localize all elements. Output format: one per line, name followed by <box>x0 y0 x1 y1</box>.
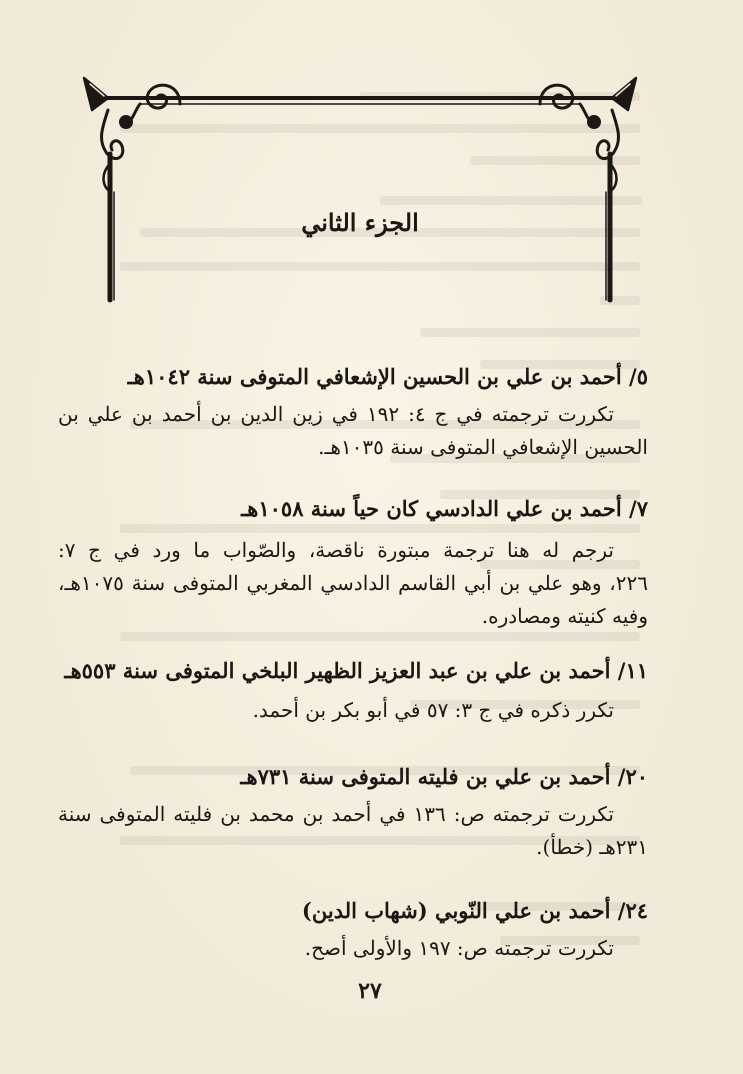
entry-line: تكررت ترجمته في ج ٤: ١٩٢ في زين الدين بن أحمد بن علي بن <box>58 402 614 426</box>
entry-heading: ٢٤/ أحمد بن علي النّوبي (شهاب الدين) <box>301 898 648 923</box>
entry-line: وفيه كنيته ومصادره. <box>481 604 648 628</box>
entry-20 <box>58 762 648 864</box>
section-title: الجزء الثاني <box>301 208 419 237</box>
entry-line: تكرر ذكره في ج ٣: ٥٧ في أبو بكر بن أحمد. <box>252 698 614 722</box>
entry-24 <box>58 896 648 965</box>
header-ornament <box>80 74 640 306</box>
entry-7 <box>58 494 648 633</box>
entry-heading: ٢٠/ أحمد بن علي بن فليته المتوفى سنة ٧٣١هـ <box>240 764 648 789</box>
entry-body <box>58 798 648 864</box>
entry-line: ترجم له هنا ترجمة مبتورة ناقصة، والصّواب ما ورد في ج ٧: <box>58 538 614 562</box>
entry-line: الحسين الإشعافي المتوفى سنة ١٠٣٥هـ. <box>318 435 648 459</box>
entry-body <box>58 932 648 965</box>
entry-body <box>58 534 648 633</box>
entry-heading: ٧/ أحمد بن علي الدادسي كان حياً سنة ١٠٥٨هـ <box>241 496 648 521</box>
entry-line: ٢٢٦، وهو علي بن أبي القاسم الدادسي المغربي المتوفى سنة ١٠٧٥هـ، <box>58 571 648 595</box>
entry-11 <box>58 656 648 727</box>
entry-heading: ٥/ أحمد بن علي بن الحسين الإشعافي المتوفى سنة ١٠٤٢هـ <box>127 364 648 389</box>
entry-body <box>58 694 648 727</box>
entry-line: تكررت ترجمته ص: ١٣٦ في أحمد بن محمد بن فليته المتوفى سنة <box>58 802 614 826</box>
page-number: ٢٧ <box>358 978 382 1004</box>
entry-line: ٢٣١هـ (خطأ). <box>536 835 648 859</box>
entry-line: تكررت ترجمته ص: ١٩٧ والأولى أصح. <box>304 936 614 960</box>
entry-body <box>58 398 648 464</box>
entry-heading: ١١/ أحمد بن علي بن عبد العزيز الظهير البلخي المتوفى سنة ٥٥٣هـ <box>64 658 648 683</box>
entry-5 <box>58 362 648 464</box>
